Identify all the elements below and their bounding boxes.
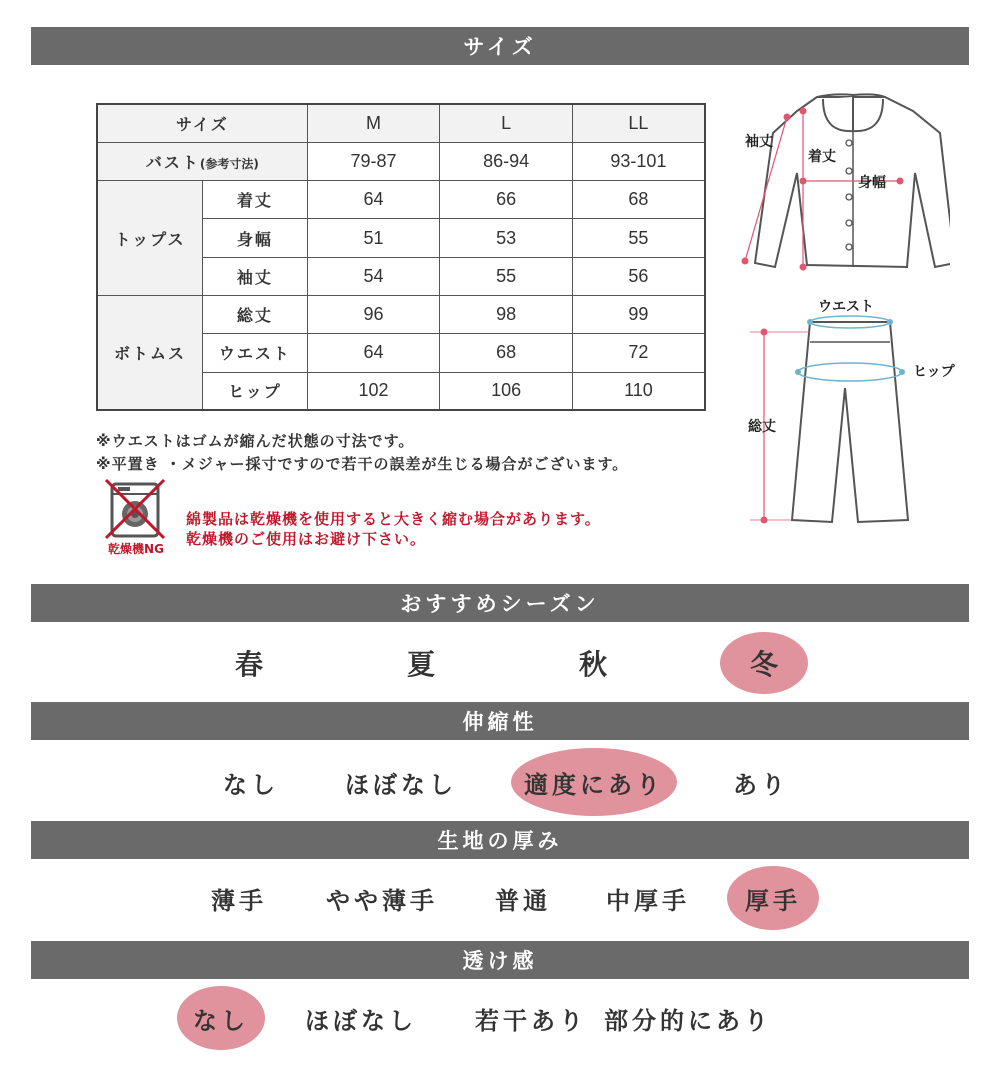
- table-cell: 106: [440, 372, 573, 410]
- header-l: L: [440, 104, 573, 142]
- note-waist: ※ウエストはゴムが縮んだ状態の寸法です。: [96, 432, 415, 450]
- table-cell: 102: [307, 372, 440, 410]
- table-cell: 53: [440, 219, 573, 257]
- diagram-label-width: 身幅: [858, 175, 886, 191]
- section-header-size: サイズ: [31, 27, 969, 65]
- thickness-option: やや薄手: [326, 886, 438, 915]
- dryer-ng-label: 乾燥機NG: [108, 542, 164, 556]
- table-row: [97, 181, 705, 219]
- table-cell: 51: [307, 219, 440, 257]
- bust-label-note: (参考寸法): [199, 156, 259, 171]
- table-cell: 64: [307, 181, 440, 219]
- table-cell: 96: [307, 295, 440, 333]
- table-cell: 64: [307, 334, 440, 372]
- thickness-option: 普通: [495, 886, 551, 915]
- table-cell: 99: [572, 295, 705, 333]
- table-row: [97, 142, 705, 180]
- sheer-options: [31, 986, 969, 1054]
- warning-line1: 綿製品は乾燥機を使用すると大きく縮む場合があります。: [186, 510, 601, 528]
- diagram-label-hip: ヒップ: [913, 364, 955, 380]
- season-options: [31, 632, 969, 694]
- table-cell: 55: [572, 219, 705, 257]
- season-option: 春: [234, 648, 264, 681]
- table-row: [97, 295, 705, 333]
- bottoms-row-label: 総丈: [203, 295, 308, 333]
- stretch-options: [31, 748, 969, 816]
- bust-m: 79-87: [307, 142, 440, 180]
- bust-label-text: バスト: [145, 152, 200, 172]
- section-header-season: おすすめシーズン: [31, 584, 969, 622]
- bust-ll: 93-101: [572, 142, 705, 180]
- tops-row-label: 身幅: [203, 219, 308, 257]
- sheer-option: 部分的にあり: [604, 1006, 772, 1035]
- sheer-option-selected: なし: [177, 986, 265, 1050]
- stretch-option: ほぼなし: [345, 770, 457, 799]
- tops-label: トップス: [97, 181, 203, 296]
- warning-line2: 乾燥機のご使用はお避け下さい。: [186, 530, 427, 548]
- size-table: [96, 103, 706, 411]
- header-size: サイズ: [97, 104, 307, 142]
- stretch-option-selected: 適度にあり: [511, 748, 677, 816]
- header-ll: LL: [572, 104, 705, 142]
- bottoms-label: ボトムス: [97, 295, 203, 410]
- bottoms-row-label: ウエスト: [203, 334, 308, 372]
- table-cell: 72: [572, 334, 705, 372]
- section-header-thickness: 生地の厚み: [31, 821, 969, 859]
- pajama-top-diagram: [735, 85, 950, 275]
- stretch-option: あり: [733, 770, 789, 799]
- diagram-label-total: 総丈: [748, 419, 776, 435]
- thickness-option: 中厚手: [606, 886, 690, 915]
- table-cell: 68: [572, 181, 705, 219]
- sheer-option: ほぼなし: [305, 1006, 417, 1035]
- diagram-label-waist: ウエスト: [818, 299, 874, 315]
- table-cell: 56: [572, 257, 705, 295]
- bust-label: [97, 142, 307, 180]
- diagram-label-length: 着丈: [808, 149, 836, 165]
- table-cell: 66: [440, 181, 573, 219]
- header-m: M: [307, 104, 440, 142]
- section-header-sheer: 透け感: [31, 941, 969, 979]
- season-option-selected: 冬: [720, 632, 808, 694]
- season-option: 夏: [406, 648, 436, 681]
- table-cell: 110: [572, 372, 705, 410]
- thickness-options: [31, 866, 969, 934]
- tops-row-label: 袖丈: [203, 257, 308, 295]
- table-row: [97, 104, 705, 142]
- diagram-label-sleeve: 袖丈: [745, 134, 773, 150]
- section-header-stretch: 伸縮性: [31, 702, 969, 740]
- table-cell: 54: [307, 257, 440, 295]
- sheer-option: 若干あり: [475, 1006, 587, 1035]
- season-option: 秋: [578, 648, 608, 681]
- table-cell: 55: [440, 257, 573, 295]
- note-measure: ※平置き ・メジャー採寸ですので若干の誤差が生じる場合がございます。: [96, 455, 629, 473]
- thickness-option-selected: 厚手: [727, 866, 819, 930]
- stretch-option: なし: [223, 770, 279, 799]
- table-cell: 68: [440, 334, 573, 372]
- bottoms-row-label: ヒップ: [203, 372, 308, 410]
- tops-row-label: 着丈: [203, 181, 308, 219]
- thickness-option: 薄手: [211, 886, 267, 915]
- bust-l: 86-94: [440, 142, 573, 180]
- table-cell: 98: [440, 295, 573, 333]
